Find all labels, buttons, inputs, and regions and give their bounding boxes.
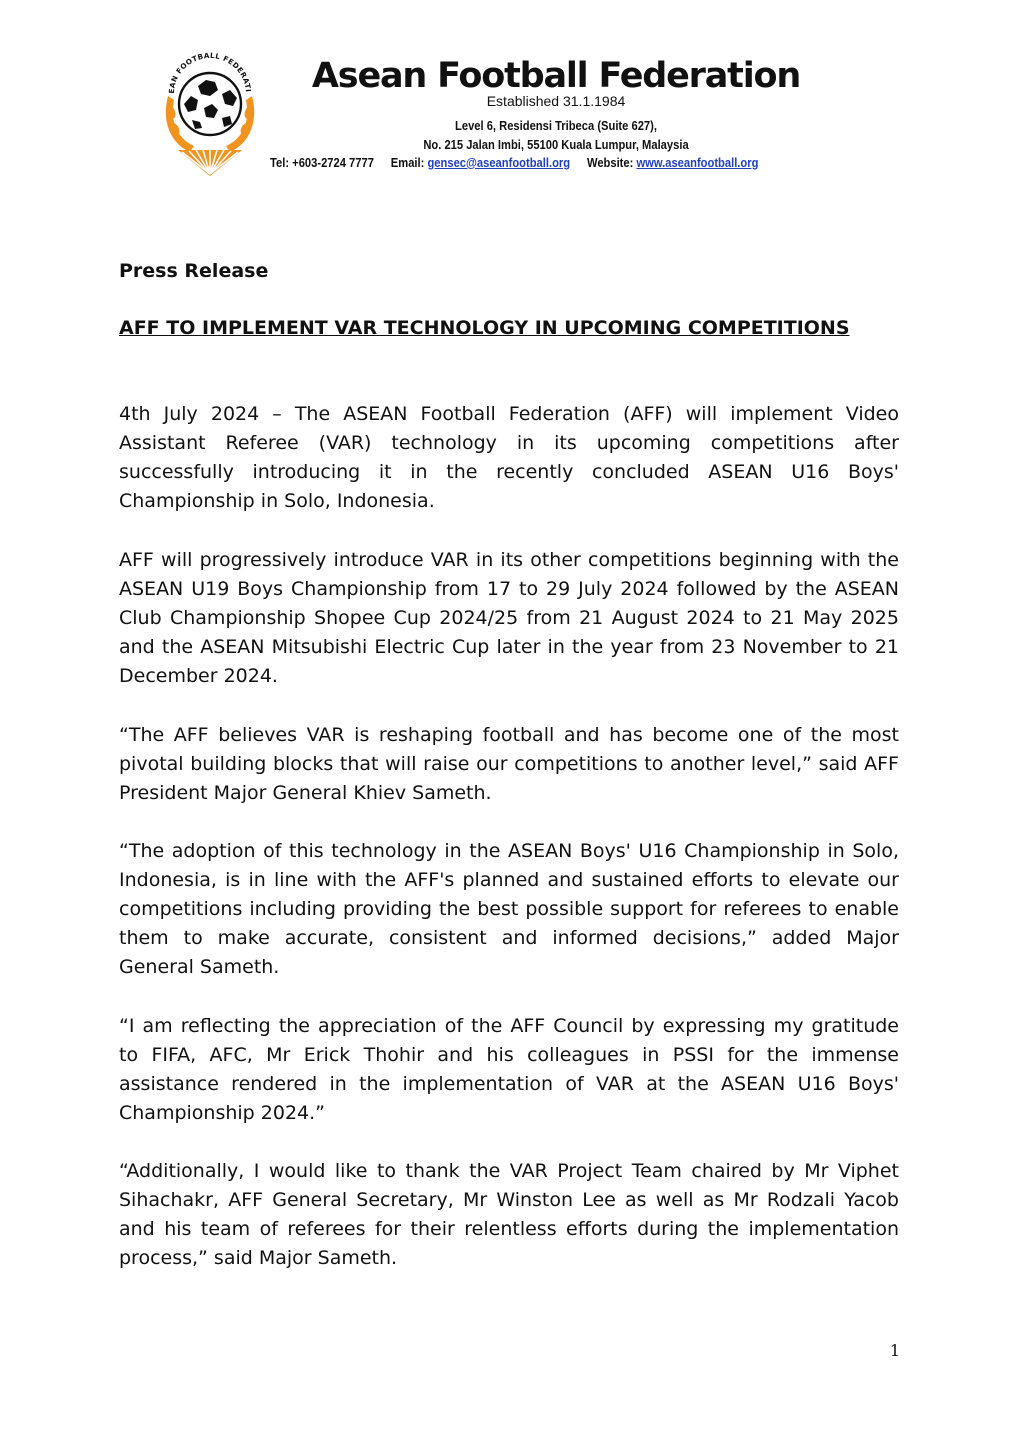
- aff-logo-graphic: [160, 42, 260, 176]
- contact-line: [270, 155, 769, 171]
- tel-label: Tel:: [270, 155, 290, 170]
- address-line-2: No. 215 Jalan Imbi, 55100 Kuala Lumpur, Malaysia: [423, 137, 689, 152]
- website-label: Website:: [586, 155, 634, 170]
- paragraph: “I am reflecting the appreciation of the AFF Council by expressing my gratitude to FIFA, AFC, Mr Erick Thohir and his colleagues in PSSI for the immense assistance rendered in the implementation of VAR at the ASEAN U16 Boys' Championship 2024.”: [119, 1015, 899, 1124]
- paragraph: “The adoption of this technology in the ASEAN Boys' U16 Championship in Solo, Indonesia, is in line with the AFF's planned and sustained efforts to elevate our competitions including providing the best possible support for referees to enable them to make accurate, consistent and informed decisions,” added Major General Sameth.: [119, 840, 899, 978]
- press-release-label: Press Release: [119, 260, 269, 282]
- paragraph: “The AFF believes VAR is reshaping football and has become one of the most pivotal building blocks that will raise our competitions to another level,” said AFF President Major General Khiev Sameth.: [119, 724, 899, 804]
- established-date: Established 31.1.1984: [486, 93, 626, 109]
- tel-number: +603-2724 7777: [292, 155, 374, 170]
- address-line-1: Level 6, Residensi Tribeca (Suite 627),: [455, 118, 657, 133]
- email-link[interactable]: gensec@aseanfootball.org: [427, 155, 571, 170]
- page-number: 1: [889, 1341, 900, 1360]
- logo-lettering: EAN FOOTBALL FEDERATI: [166, 50, 253, 94]
- email-label: Email:: [390, 155, 425, 170]
- paragraph: “Additionally, I would like to thank the VAR Project Team chaired by Mr Viphet Sihachakr, AFF General Secretary, Mr Winston Lee as well as Mr Rodzali Yacob and his team of referees for their relentless efforts during the implementation process,” said Major Sameth.: [119, 1160, 899, 1269]
- organization-name: Asean Football Federation: [311, 56, 801, 96]
- paragraph: 4th July 2024 – The ASEAN Football Federation (AFF) will implement Video Assistant Referee (VAR) technology in its upcoming competitions after successfully introducing it in the recently concluded ASEAN U16 Boys' Championship in Solo, Indonesia.: [119, 403, 899, 512]
- headline: AFF TO IMPLEMENT VAR TECHNOLOGY IN UPCOMING COMPETITIONS: [119, 317, 850, 339]
- website-link[interactable]: www.aseanfootball.org: [636, 155, 759, 170]
- aff-logo: [160, 42, 260, 176]
- paragraph: AFF will progressively introduce VAR in its other competitions beginning with the ASEAN U19 Boys Championship from 17 to 29 July 2024 followed by the ASEAN Club Championship Shopee Cup 2024/25 from 21 August 2024 to 21 May 2025 and the ASEAN Mitsubishi Electric Cup later in the year from 23 November to 21 December 2024.: [119, 549, 899, 687]
